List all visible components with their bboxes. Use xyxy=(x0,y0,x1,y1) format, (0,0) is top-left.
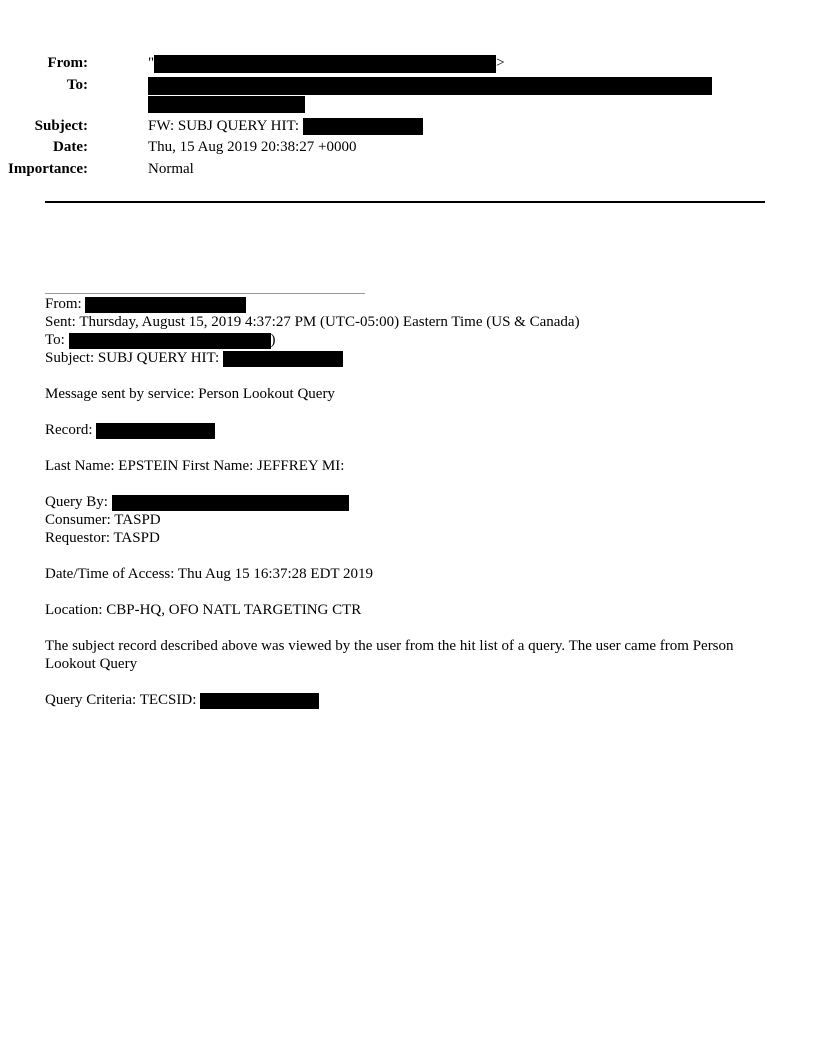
header-subject-row xyxy=(0,115,760,137)
header-importance-label: Importance: xyxy=(8,161,88,177)
header-importance-value: Normal xyxy=(148,161,194,177)
redaction-box xyxy=(154,55,496,73)
record-line: Record: xyxy=(45,421,215,439)
header-date-value: Thu, 15 Aug 2019 20:38:27 +0000 xyxy=(148,139,357,155)
header-to-row-continued xyxy=(0,93,760,115)
access-line: Date/Time of Access: Thu Aug 15 16:37:28 EDT 2019 xyxy=(45,566,374,582)
redaction-box xyxy=(223,351,343,367)
header-from-row xyxy=(0,52,760,74)
header-to-label: To: xyxy=(66,77,88,93)
header-date-row xyxy=(0,136,760,158)
header-divider xyxy=(45,201,765,203)
redaction-box xyxy=(85,297,246,313)
redaction-box xyxy=(69,333,271,349)
location-line: Location: CBP-HQ, OFO NATL TARGETING CTR xyxy=(45,602,362,618)
header-subject-value: FW: SUBJ QUERY HIT: xyxy=(148,115,423,137)
redaction-box xyxy=(148,96,305,113)
criteria-line: Query Criteria: TECSID: xyxy=(45,691,319,709)
description-paragraph: The subject record described above was viewed by the user from the hit list of a query. The user came from Person Lookout Query xyxy=(45,638,734,672)
forwarded-divider xyxy=(45,293,365,294)
redaction-box xyxy=(303,118,423,135)
header-date-label: Date: xyxy=(53,139,88,155)
query-by-line: Query By: xyxy=(45,493,349,511)
service-line: Message sent by service: Person Lookout Query xyxy=(45,386,335,402)
fwd-subject-line: Subject: SUBJ QUERY HIT: xyxy=(45,349,343,367)
redaction-box xyxy=(112,495,349,511)
requestor-line: Requestor: TASPD xyxy=(45,530,160,546)
header-from-label: From: xyxy=(47,55,88,71)
fwd-from-line: From: xyxy=(45,295,246,313)
redaction-box xyxy=(96,423,215,439)
header-importance-row xyxy=(0,158,760,180)
fwd-to-line: To: ) xyxy=(45,332,276,348)
header-from-value: " > xyxy=(148,55,505,71)
fwd-sent-line: Sent: Thursday, August 15, 2019 4:37:27 PM (UTC-05:00) Eastern Time (US & Canada) xyxy=(45,314,580,330)
redaction-box xyxy=(148,77,712,95)
redaction-box xyxy=(200,693,319,709)
consumer-line: Consumer: TASPD xyxy=(45,512,161,528)
name-line: Last Name: EPSTEIN First Name: JEFFREY MI: xyxy=(45,458,345,474)
header-subject-label: Subject: xyxy=(34,118,88,134)
